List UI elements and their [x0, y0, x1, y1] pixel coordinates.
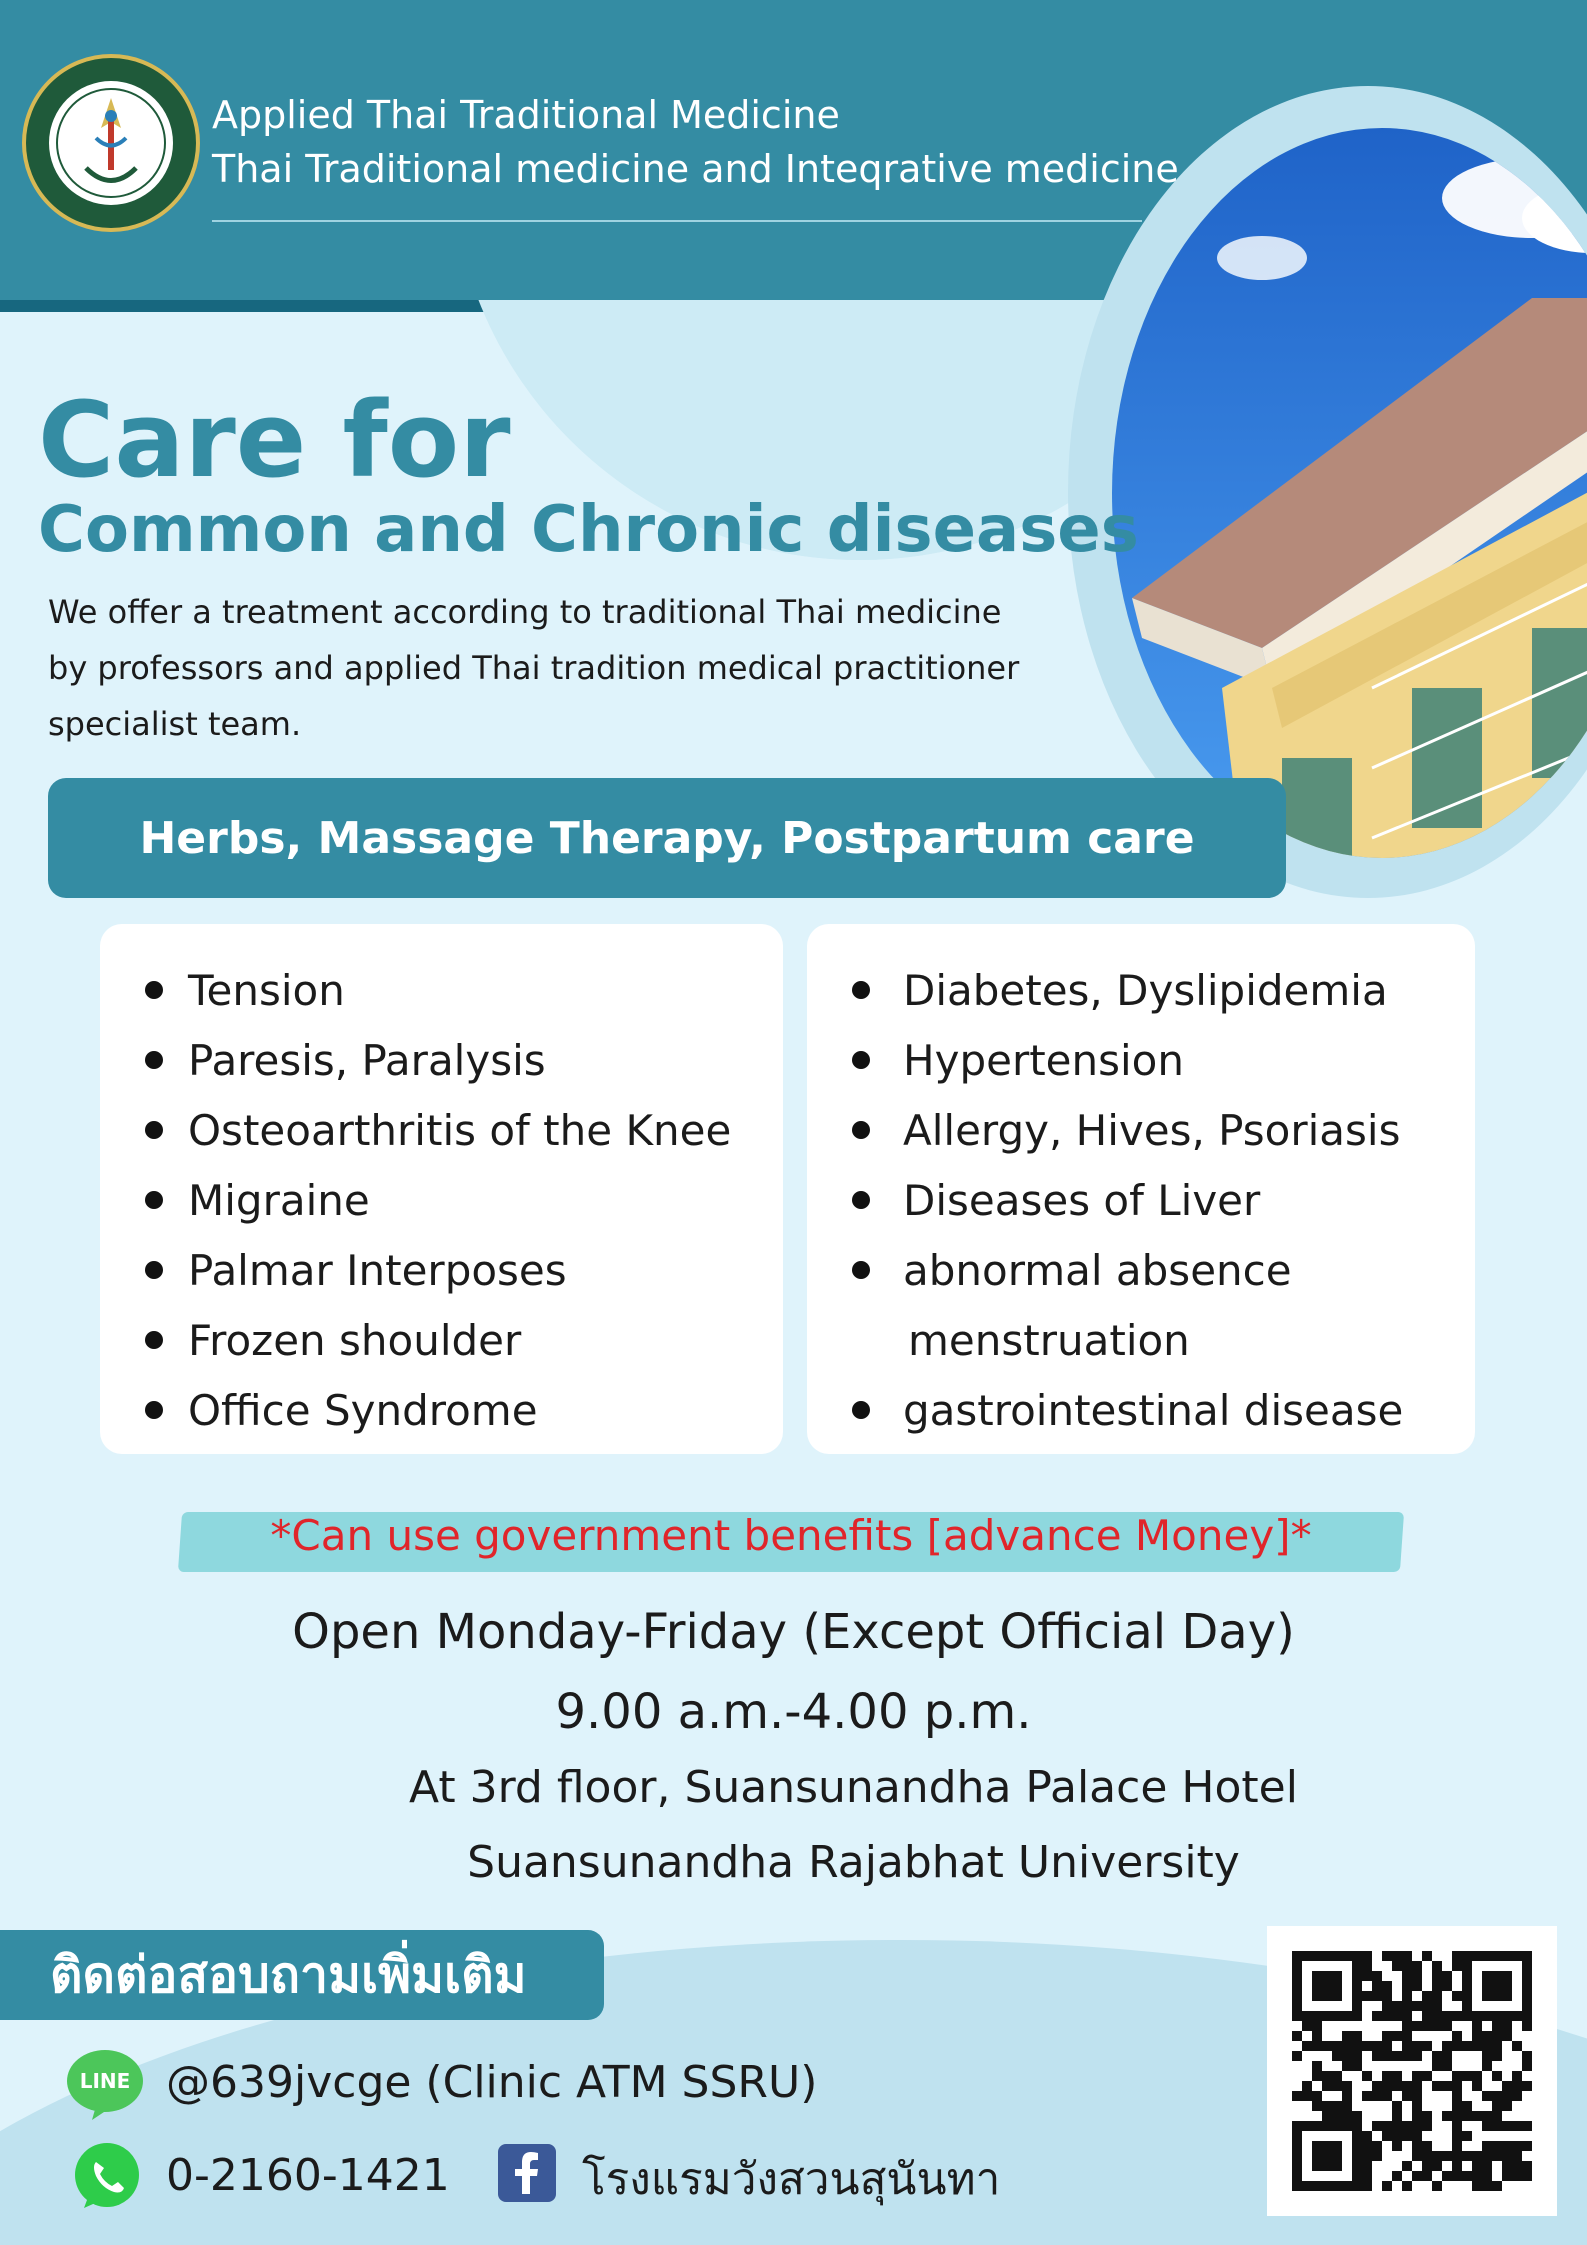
qr-module [1402, 2021, 1412, 2031]
qr-module [1312, 2031, 1322, 2041]
qr-module [1362, 2071, 1372, 2081]
qr-module [1502, 2081, 1512, 2091]
qr-module [1492, 2181, 1502, 2191]
qr-module [1362, 1971, 1372, 1981]
qr-module [1482, 2051, 1492, 2061]
qr-module [1362, 2161, 1372, 2171]
qr-module [1522, 2171, 1532, 2181]
qr-module [1482, 2041, 1492, 2051]
qr-module [1452, 2011, 1462, 2021]
qr-module [1432, 2011, 1442, 2021]
qr-module [1392, 2071, 1402, 2081]
list-item: abnormal absence [807, 1236, 1475, 1306]
qr-module [1512, 2121, 1522, 2131]
list-item: Frozen shoulder [100, 1306, 783, 1376]
qr-module [1382, 2071, 1392, 2081]
intro-text [48, 584, 1108, 752]
qr-module [1502, 2031, 1512, 2041]
qr-module [1402, 1971, 1412, 1981]
qr-module [1452, 2131, 1462, 2141]
qr-module [1432, 2181, 1442, 2191]
list-item: Office Syndrome [100, 1376, 783, 1446]
qr-module [1472, 2181, 1482, 2191]
title-care-for: Care for [38, 379, 511, 501]
qr-module [1502, 2101, 1512, 2111]
qr-module [1452, 1961, 1462, 1971]
qr-module [1522, 2121, 1532, 2131]
qr-module [1522, 2141, 1532, 2151]
qr-module [1422, 2151, 1432, 2161]
qr-module [1312, 2091, 1322, 2101]
qr-module [1462, 2101, 1472, 2111]
qr-module [1382, 2091, 1392, 2101]
qr-module [1332, 2081, 1342, 2091]
qr-module [1432, 1961, 1442, 1971]
qr-module [1422, 2111, 1432, 2121]
qr-module [1492, 2151, 1502, 2161]
intro-line: specialist team. [48, 705, 302, 743]
qr-module [1422, 2141, 1432, 2151]
qr-module [1352, 2051, 1362, 2061]
qr-module [1372, 2051, 1382, 2061]
qr-module [1392, 1951, 1402, 1961]
qr-module [1522, 2061, 1532, 2071]
list-item: Allergy, Hives, Psoriasis [807, 1096, 1475, 1166]
qr-module [1412, 2141, 1422, 2151]
qr-module [1382, 2131, 1392, 2141]
qr-module [1432, 2021, 1442, 2031]
qr-module [1392, 2081, 1402, 2091]
qr-module [1402, 2011, 1412, 2021]
qr-module [1452, 2041, 1462, 2051]
qr-module [1482, 2061, 1492, 2071]
qr-module [1472, 2171, 1482, 2181]
qr-module [1412, 2101, 1422, 2111]
qr-module [1452, 2081, 1462, 2091]
qr-module [1512, 2151, 1522, 2161]
qr-module [1462, 2041, 1472, 2051]
qr-module [1392, 2171, 1402, 2181]
intro-line: by professors and applied Thai tradition medical practitioner [48, 649, 1020, 687]
qr-module [1422, 2121, 1432, 2131]
qr-module [1472, 2161, 1482, 2171]
qr-module [1492, 2071, 1502, 2081]
qr-module [1412, 2001, 1422, 2011]
qr-module [1392, 2051, 1402, 2061]
qr-module [1422, 2171, 1432, 2181]
qr-module [1512, 2171, 1522, 2181]
qr-module [1422, 2011, 1432, 2021]
opening-hours: 9.00 a.m.-4.00 p.m. [555, 1684, 1032, 1740]
qr-module [1342, 2061, 1352, 2071]
qr-module [1422, 1951, 1432, 1961]
header-rule [212, 220, 1142, 222]
qr-module [1472, 2041, 1482, 2051]
qr-module [1482, 2171, 1492, 2181]
qr-finder [1482, 1971, 1512, 2001]
location-line-1: At 3rd floor, Suansunandha Palace Hotel [409, 1762, 1298, 1813]
header-line-1: Applied Thai Traditional Medicine [212, 93, 840, 137]
qr-module [1442, 2111, 1452, 2121]
qr-module [1402, 2001, 1412, 2011]
qr-module [1492, 2021, 1502, 2031]
qr-module [1432, 2001, 1442, 2011]
qr-module [1332, 2051, 1342, 2061]
qr-finder [1312, 2141, 1342, 2171]
qr-module [1362, 2041, 1372, 2051]
qr-module [1352, 2111, 1362, 2121]
qr-module [1482, 2151, 1492, 2161]
qr-module [1402, 2121, 1412, 2131]
qr-module [1392, 2101, 1402, 2111]
qr-module [1522, 2051, 1532, 2061]
qr-module [1492, 2141, 1502, 2151]
qr-module [1382, 2031, 1392, 2041]
phone-number[interactable]: 0-2160-1421 [166, 2150, 450, 2201]
qr-module [1442, 2011, 1452, 2021]
qr-module [1332, 2101, 1342, 2111]
qr-module [1412, 2041, 1422, 2051]
qr-module [1462, 2151, 1472, 2161]
qr-module [1392, 2121, 1402, 2131]
qr-module [1412, 2071, 1422, 2081]
qr-module [1452, 2151, 1462, 2161]
qr-module [1382, 2001, 1392, 2011]
qr-module [1462, 2111, 1472, 2121]
qr-module [1372, 2041, 1382, 2051]
facebook-page-name[interactable]: โรงแรมวังสวนสุนันทา [582, 2154, 1001, 2205]
qr-module [1362, 2141, 1372, 2151]
qr-module [1362, 1961, 1372, 1971]
qr-module [1322, 2071, 1332, 2081]
qr-module [1432, 2081, 1442, 2091]
qr-module [1502, 2021, 1512, 2031]
qr-module [1372, 1991, 1382, 2001]
qr-module [1372, 2151, 1382, 2161]
qr-module [1422, 2001, 1432, 2011]
qr-module [1402, 2081, 1412, 2091]
qr-module [1362, 2091, 1372, 2101]
qr-module [1402, 2131, 1412, 2141]
intro-line: We offer a treatment according to traditional Thai medicine [48, 593, 1002, 631]
qr-module [1422, 1991, 1432, 2001]
qr-module [1422, 2041, 1432, 2051]
qr-module [1472, 2081, 1482, 2091]
qr-module [1512, 2141, 1522, 2151]
qr-module [1422, 2071, 1432, 2081]
qr-module [1412, 2131, 1422, 2141]
qr-module [1382, 2181, 1392, 2191]
qr-module [1412, 1981, 1422, 1991]
qr-module [1482, 2161, 1492, 2171]
qr-module [1412, 2021, 1422, 2031]
qr-module [1482, 2141, 1492, 2151]
university-seal-icon [22, 54, 200, 232]
qr-module [1452, 2171, 1462, 2181]
opening-days: Open Monday-Friday (Except Official Day) [292, 1604, 1295, 1660]
list-item: Diabetes, Dyslipidemia [807, 956, 1475, 1026]
qr-module [1392, 2011, 1402, 2021]
qr-module [1292, 2031, 1302, 2041]
list-item: Hypertension [807, 1026, 1475, 1096]
qr-module [1492, 2111, 1502, 2121]
qr-module [1352, 2061, 1362, 2071]
qr-module [1342, 2111, 1352, 2121]
qr-module [1332, 2041, 1342, 2051]
list-item: Paresis, Paralysis [100, 1026, 783, 1096]
qr-module [1492, 2041, 1502, 2051]
qr-module [1312, 2061, 1322, 2071]
qr-module [1302, 2041, 1312, 2051]
list-item: Migraine [100, 1166, 783, 1236]
qr-module [1362, 2181, 1372, 2191]
qr-module [1402, 2091, 1412, 2101]
qr-module [1312, 2021, 1322, 2031]
qr-module [1492, 2121, 1502, 2131]
qr-module [1452, 2121, 1462, 2131]
qr-module [1512, 2081, 1522, 2091]
qr-module [1452, 1951, 1462, 1961]
conditions-card-left [100, 924, 783, 1454]
qr-module [1402, 1961, 1412, 1971]
line-app-icon[interactable] [66, 2048, 144, 2120]
qr-module [1352, 2041, 1362, 2051]
qr-module [1412, 2151, 1422, 2161]
qr-module [1432, 2161, 1442, 2171]
qr-module [1332, 2111, 1342, 2121]
qr-module [1312, 2101, 1322, 2111]
qr-module [1452, 2071, 1462, 2081]
qr-module [1362, 1951, 1372, 1961]
list-item: gastrointestinal disease [807, 1376, 1475, 1446]
qr-module [1442, 2151, 1452, 2161]
qr-module [1392, 2031, 1402, 2041]
qr-module [1482, 2121, 1492, 2131]
qr-module [1482, 2031, 1492, 2041]
qr-module [1462, 2131, 1472, 2141]
qr-module [1512, 2041, 1522, 2051]
qr-module [1402, 1951, 1412, 1961]
qr-module [1312, 2041, 1322, 2051]
qr-module [1442, 1981, 1452, 1991]
qr-module [1442, 2051, 1452, 2061]
qr-code-icon[interactable] [1267, 1926, 1557, 2216]
qr-module [1442, 2171, 1452, 2181]
qr-module [1412, 2171, 1422, 2181]
location-line-2: Suansunandha Rajabhat University [467, 1837, 1240, 1888]
qr-module [1322, 2111, 1332, 2121]
qr-module [1502, 2151, 1512, 2161]
facebook-icon[interactable] [498, 2144, 556, 2202]
qr-module [1472, 2071, 1482, 2081]
qr-module [1342, 2101, 1352, 2111]
qr-module [1492, 2051, 1502, 2061]
qr-module [1392, 2111, 1402, 2121]
qr-module [1452, 2031, 1462, 2041]
qr-module [1392, 2001, 1402, 2011]
qr-module [1492, 2031, 1502, 2041]
qr-module [1372, 2141, 1382, 2151]
qr-module [1412, 1971, 1422, 1981]
qr-module [1362, 2131, 1372, 2141]
qr-module [1432, 2151, 1442, 2161]
qr-module [1382, 1981, 1392, 1991]
qr-module [1462, 2171, 1472, 2181]
qr-module [1412, 2081, 1422, 2091]
qr-module [1472, 2021, 1482, 2031]
services-banner: Herbs, Massage Therapy, Postpartum care [48, 778, 1286, 898]
qr-module [1322, 2041, 1332, 2051]
qr-module [1432, 1991, 1442, 2001]
qr-module [1442, 2081, 1452, 2091]
qr-module [1472, 2151, 1482, 2161]
qr-module [1452, 1991, 1462, 2001]
qr-module [1502, 2161, 1512, 2171]
qr-module [1512, 2071, 1522, 2081]
qr-finder [1312, 1971, 1342, 2001]
qr-module [1382, 1991, 1392, 2001]
qr-module [1482, 2181, 1492, 2191]
qr-module [1342, 2041, 1352, 2051]
qr-module [1502, 2121, 1512, 2131]
qr-module [1402, 2031, 1412, 2041]
list-item: Osteoarthritis of the Knee [100, 1096, 783, 1166]
list-item: Palmar Interposes [100, 1236, 783, 1306]
qr-module [1402, 2161, 1412, 2171]
qr-module [1312, 2071, 1322, 2081]
qr-module [1372, 2091, 1382, 2101]
qr-module [1382, 2051, 1392, 2061]
qr-module [1462, 2071, 1472, 2081]
qr-module [1292, 2051, 1302, 2061]
qr-module [1382, 2121, 1392, 2131]
qr-module [1362, 1991, 1372, 2001]
list-item-continuation: menstruation [908, 1316, 1190, 1365]
qr-module [1402, 2051, 1412, 2061]
qr-module [1502, 2091, 1512, 2101]
qr-module [1402, 2041, 1412, 2051]
qr-module [1452, 2101, 1462, 2111]
line-icon-label: LINE [79, 2069, 131, 2093]
qr-module [1412, 2111, 1422, 2121]
qr-module [1372, 1971, 1382, 1981]
qr-module [1412, 1961, 1422, 1971]
benefit-note: *Can use government benefits [advance Money]* [270, 1511, 1312, 1560]
qr-module [1442, 2061, 1452, 2071]
qr-module [1402, 1981, 1412, 1991]
qr-module [1442, 2021, 1452, 2031]
qr-module [1432, 1981, 1442, 1991]
qr-module [1382, 2011, 1392, 2021]
qr-module [1372, 2011, 1382, 2021]
qr-module [1522, 2161, 1532, 2171]
title-diseases: Common and Chronic diseases [38, 493, 1139, 567]
qr-module [1392, 2131, 1402, 2141]
qr-module [1352, 2031, 1362, 2041]
qr-module [1442, 1971, 1452, 1981]
qr-module [1382, 1951, 1392, 1961]
qr-module [1452, 2111, 1462, 2121]
qr-module [1522, 2081, 1532, 2091]
qr-module [1292, 2091, 1302, 2101]
qr-module [1512, 2091, 1522, 2101]
qr-module [1432, 2061, 1442, 2071]
qr-module [1412, 2121, 1422, 2131]
qr-module [1392, 2141, 1402, 2151]
qr-module [1332, 2071, 1342, 2081]
list-item: Tension [100, 956, 783, 1026]
qr-module [1502, 2171, 1512, 2181]
qr-module [1392, 1961, 1402, 1971]
qr-module [1412, 2091, 1422, 2101]
qr-module [1492, 2101, 1502, 2111]
list-item: Diseases of Liver [807, 1166, 1475, 1236]
qr-module [1362, 2171, 1372, 2181]
qr-module [1372, 1981, 1382, 1991]
qr-module [1472, 2111, 1482, 2121]
qr-module [1482, 2111, 1492, 2121]
qr-module [1362, 2151, 1372, 2161]
qr-module [1452, 2141, 1462, 2151]
qr-module [1512, 2161, 1522, 2171]
line-id[interactable]: @639jvcge (Clinic ATM SSRU) [166, 2057, 818, 2108]
qr-module [1452, 2091, 1462, 2101]
qr-module [1502, 2141, 1512, 2151]
qr-module [1422, 2021, 1432, 2031]
qr-module [1412, 2051, 1422, 2061]
qr-module [1342, 2081, 1352, 2091]
qr-module [1452, 2161, 1462, 2171]
qr-module [1372, 2081, 1382, 2091]
qr-module [1482, 2091, 1492, 2101]
qr-module [1402, 1991, 1412, 2001]
whatsapp-phone-icon[interactable] [72, 2142, 142, 2212]
qr-module [1432, 2051, 1442, 2061]
qr-module [1492, 2091, 1502, 2101]
qr-module [1302, 2091, 1312, 2101]
qr-module [1382, 2041, 1392, 2051]
qr-module [1422, 2161, 1432, 2171]
contact-heading: ติดต่อสอบถามเพิ่มเติม [0, 1930, 604, 2020]
qr-module [1302, 2081, 1312, 2091]
qr-module [1442, 2041, 1452, 2051]
qr-module [1432, 1971, 1442, 1981]
qr-module [1322, 2101, 1332, 2111]
conditions-card-right [807, 924, 1475, 1454]
qr-module [1302, 2021, 1312, 2031]
qr-module [1342, 2051, 1352, 2061]
qr-module [1402, 2181, 1412, 2191]
header-line-2: Thai Traditional medicine and Inteqrative medicine [212, 147, 1179, 191]
qr-module [1372, 2121, 1382, 2131]
qr-module [1322, 2081, 1332, 2091]
qr-module [1342, 2031, 1352, 2041]
qr-module [1342, 2091, 1352, 2101]
qr-module [1382, 2081, 1392, 2091]
qr-module [1472, 2031, 1482, 2041]
qr-module [1522, 2021, 1532, 2031]
